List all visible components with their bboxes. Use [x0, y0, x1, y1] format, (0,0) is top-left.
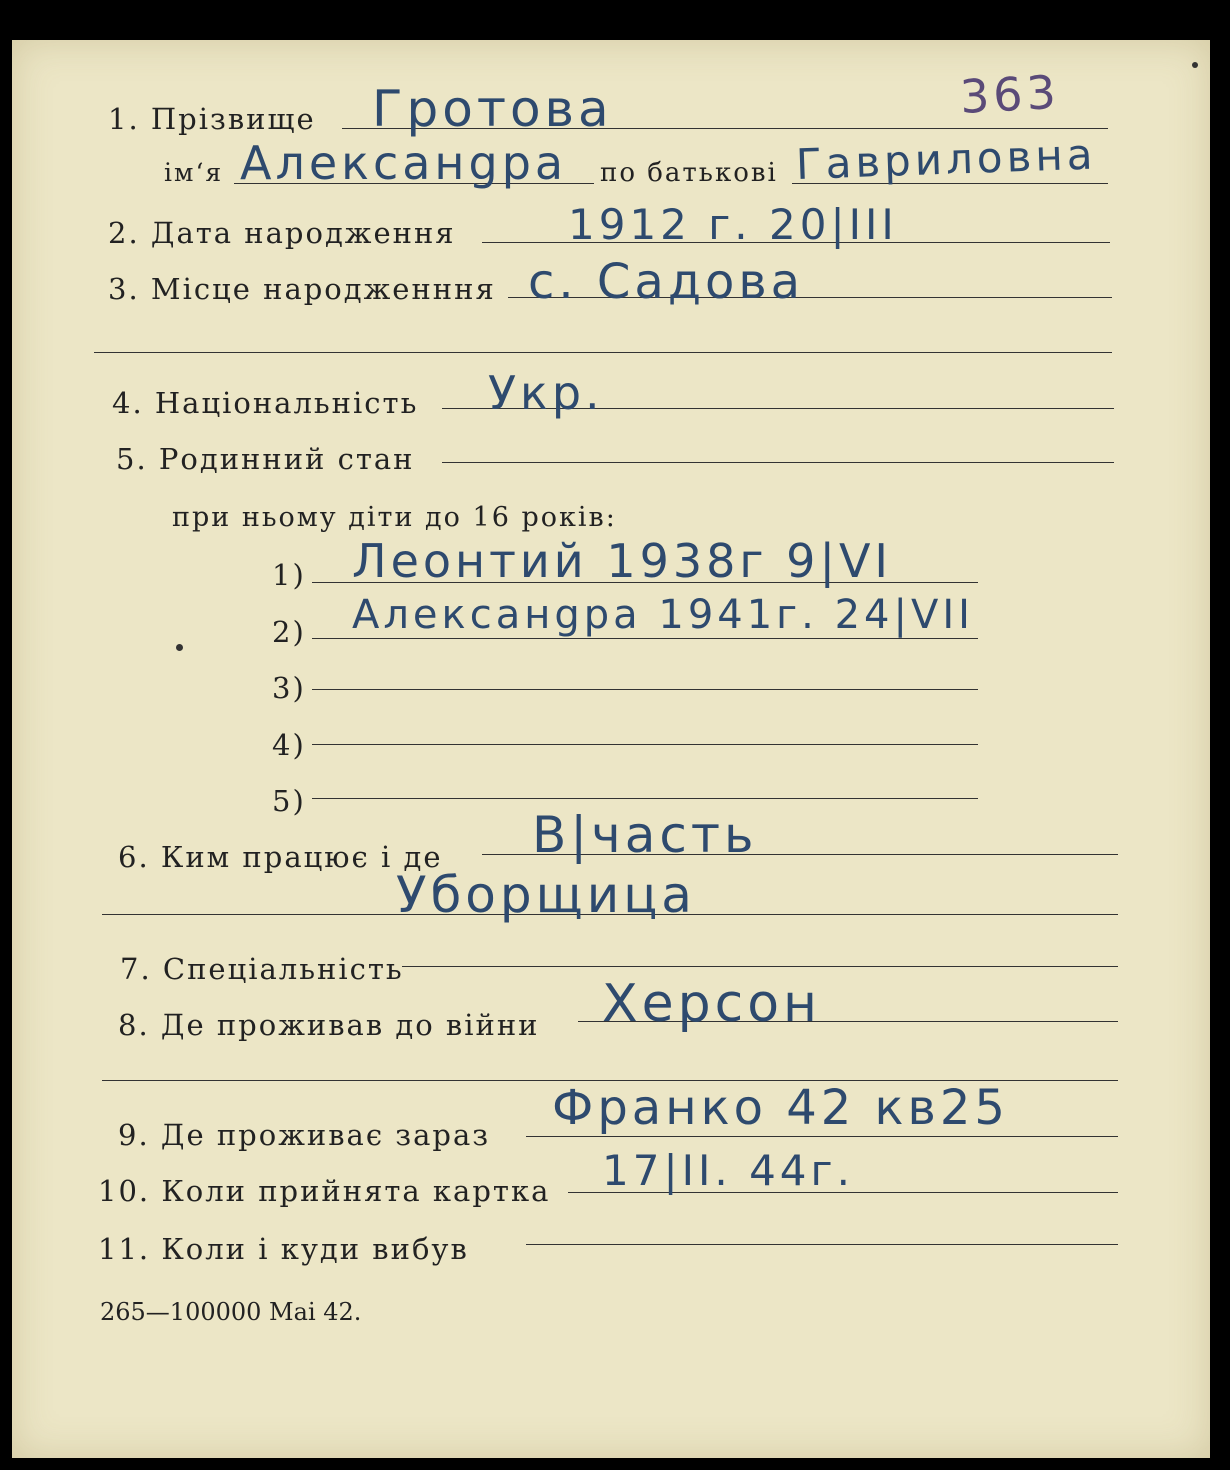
registration-card — [12, 40, 1210, 1458]
work-value-2[interactable]: Уборщица — [396, 866, 696, 924]
child-2-line — [312, 638, 978, 639]
prewar-residence-label: 8. Де проживав до війни — [118, 1008, 540, 1042]
marital-status-label: 5. Родинний стан — [116, 442, 415, 476]
children-heading: при ньому діти до 16 років: — [172, 502, 617, 533]
birth-place-line-2 — [94, 352, 1112, 353]
child-4-num: 4) — [272, 728, 306, 762]
card-number: 363 — [958, 64, 1062, 124]
child-5-num: 5) — [272, 784, 306, 818]
child-3-num: 3) — [272, 671, 306, 705]
specialty-line — [402, 966, 1118, 967]
card-accepted-value[interactable]: 17|II. 44г. — [602, 1146, 854, 1195]
child-5-line — [312, 798, 978, 799]
birth-place-label: 3. Місце народженння — [108, 272, 496, 306]
birth-date-value[interactable]: 1912 г. 20|III — [568, 200, 898, 249]
surname-value[interactable]: Гротова — [372, 80, 613, 138]
current-residence-value[interactable]: Франко 42 кв25 — [552, 1080, 1009, 1136]
child-2-num: 2) — [272, 615, 306, 649]
current-residence-label: 9. Де проживає зараз — [118, 1118, 491, 1152]
name-value[interactable]: Алексанgра — [240, 136, 568, 190]
surname-label: 1. Прізвище — [108, 102, 316, 136]
print-reference: 265—100000 Mai 42. — [100, 1298, 362, 1326]
work-value[interactable]: В|часть — [532, 806, 758, 864]
specialty-label: 7. Спеціальність — [120, 952, 404, 986]
work-label: 6. Ким працює і де — [118, 840, 443, 874]
departed-label: 11. Коли і куди вибув — [98, 1232, 469, 1266]
name-label: ім‘я — [164, 158, 224, 187]
child-3-line — [312, 689, 978, 690]
hole-mark — [176, 644, 183, 651]
patronymic-label: по батькові — [600, 158, 778, 188]
departed-line — [526, 1244, 1118, 1245]
nationality-value[interactable]: Укр. — [488, 366, 604, 420]
birth-place-value[interactable]: с. Садова — [528, 254, 805, 310]
child-4-line — [312, 744, 978, 745]
corner-mark — [1192, 62, 1198, 68]
birth-date-label: 2. Дата народження — [108, 216, 456, 250]
child-1-value[interactable]: Леонтий 1938г 9|VI — [352, 534, 892, 588]
marital-status-line — [442, 462, 1114, 463]
prewar-residence-value[interactable]: Херсон — [602, 974, 822, 1034]
current-residence-line — [526, 1136, 1118, 1137]
patronymic-value[interactable]: Гавриловна — [795, 129, 1098, 189]
child-2-value[interactable]: Алексанgра 1941г. 24|VII — [352, 592, 974, 638]
child-1-num: 1) — [272, 558, 306, 592]
card-accepted-label: 10. Коли прийнята картка — [98, 1174, 551, 1208]
nationality-label: 4. Національність — [112, 386, 419, 420]
